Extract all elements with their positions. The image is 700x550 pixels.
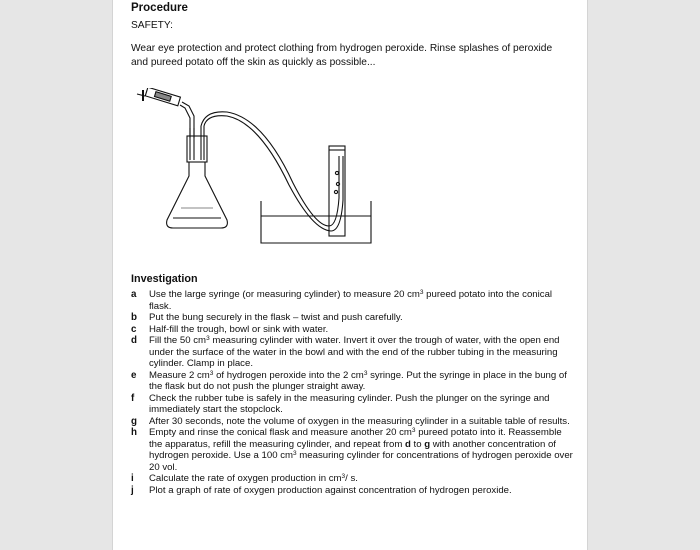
step-item (123, 312, 573, 324)
step-text: g (424, 438, 431, 450)
step-letter: d (131, 335, 137, 346)
step-item (123, 485, 573, 497)
step-text: d (404, 438, 411, 450)
step-item (123, 370, 573, 393)
step-text: 3 (293, 450, 297, 457)
step-text: Half-fill the trough, bowl or sink with water. (149, 323, 329, 335)
step-text: measuring cylinder for concentrations of hydrogen peroxide over 20 vol. (149, 450, 573, 473)
step-text: Plot a graph of rate of oxygen production against concentration of hydrogen peroxide. (149, 484, 512, 496)
step-item (123, 393, 573, 416)
step-text: Check the rubber tube is safely in the measuring cylinder. Push the plunger on the syringe and immediately start the stopclock. (149, 392, 550, 415)
step-text: to (410, 438, 425, 450)
rubber-tube-icon (201, 112, 343, 231)
step-item (123, 335, 573, 370)
step-letter: a (131, 289, 137, 300)
step-text: Use the large syringe (or measuring cylinder) to measure 20 cm (149, 289, 420, 300)
step-letter: c (131, 323, 137, 335)
syringe-icon (137, 88, 194, 138)
step-text: After 30 seconds, note the volume of oxygen in the measuring cylinder in a suitable table of results. (149, 415, 570, 427)
step-text: syringe. Put the syringe in place in the bung of the flask but do not push the plunger straight away. (149, 369, 567, 392)
step-item (123, 289, 573, 312)
step-item (123, 324, 573, 336)
step-text: 3 (411, 427, 416, 434)
conical-flask-icon (167, 126, 228, 228)
step-letter: b (131, 312, 137, 323)
step-letter: g (131, 415, 137, 427)
safety-text: Wear eye protection and protect clothing from hydrogen peroxide. Rinse splashes of peroxide and pureed potato off the skin as quickly as possible... (131, 43, 553, 68)
step-text: 3 (341, 473, 346, 480)
step-text: with another concentration of hydrogen peroxide. Use a 100 cm (149, 438, 556, 461)
step-text: 3 (419, 289, 424, 296)
step-text: 3 (209, 369, 214, 377)
step-letter: i (131, 473, 134, 484)
step-text: 3 (363, 369, 368, 377)
step-letter: h (131, 427, 137, 438)
investigation-heading: Investigation (131, 273, 198, 285)
document-page (112, 0, 588, 550)
step-text: pureed potato into it. Reassemble the apparatus, refill the measuring cylinder, and repeat from (149, 427, 562, 450)
step-letter: f (131, 392, 135, 404)
safety-label: SAFETY: (131, 20, 173, 31)
step-text: Put the bung securely in the flask – twist and push carefully. (149, 312, 403, 323)
apparatus-diagram (133, 88, 383, 258)
step-item (123, 473, 573, 485)
step-letter: j (131, 484, 134, 496)
step-text: Measure 2 cm (149, 369, 210, 381)
water-trough-icon (261, 201, 371, 243)
step-text: / s. (345, 473, 358, 484)
step-text: pureed potato into the conical flask. (149, 289, 553, 312)
step-letter: e (131, 369, 137, 381)
procedure-heading: Procedure (131, 2, 188, 14)
step-text: of hydrogen peroxide into the 2 cm (213, 369, 364, 381)
step-text: Fill the 50 cm (149, 335, 207, 346)
step-text: measuring cylinder with water. Invert it over the trough of water, with the open end under the surface of the water in the bowl and with the end of the rubber tubing in the measuring cylinder. Clamp in place. (149, 335, 560, 369)
step-item (123, 416, 573, 428)
investigation-steps (123, 289, 573, 496)
step-text: Calculate the rate of oxygen production in cm (149, 473, 342, 484)
step-text: Empty and rinse the conical flask and measure another 20 cm (149, 427, 412, 438)
step-text: 3 (206, 335, 210, 342)
step-item (123, 427, 573, 473)
